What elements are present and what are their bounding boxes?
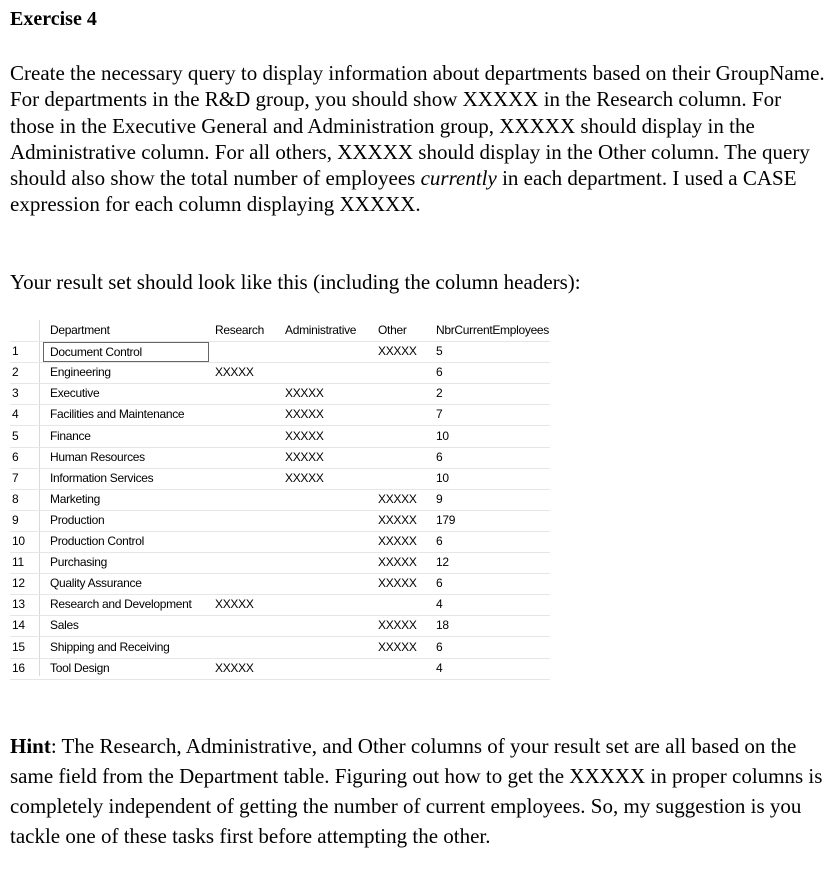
cell-nbr-current-employees[interactable]: 18 [436, 618, 449, 633]
row-number[interactable]: 5 [12, 428, 19, 443]
cell-department[interactable]: Engineering [50, 365, 111, 380]
row-number[interactable]: 8 [12, 491, 19, 506]
table-row[interactable] [10, 658, 550, 680]
instructions-emphasis: currently [420, 166, 497, 191]
cell-administrative[interactable]: XXXXX [285, 407, 324, 422]
cell-nbr-current-employees[interactable]: 5 [436, 344, 443, 359]
table-row[interactable] [10, 341, 550, 363]
cell-department[interactable]: Finance [50, 428, 91, 443]
row-number[interactable]: 16 [12, 660, 25, 675]
cell-administrative[interactable]: XXXXX [285, 386, 324, 401]
table-row[interactable] [10, 510, 550, 532]
cell-department[interactable]: Purchasing [50, 555, 108, 570]
cell-nbr-current-employees[interactable]: 179 [436, 512, 456, 527]
instructions-text: Create the necessary query to display information about departments based on their GroupName. For departments in the R&D group, you should show XXXXX in the Research column. For those in the Executive General and Administration group, XXXXX should display in the Administrative column. For all others, XXXXX should display in the Other column. The query should also show the total number of employees [10, 61, 825, 191]
cell-other[interactable]: XXXXX [378, 534, 417, 548]
instructions-paragraph [10, 60, 825, 218]
cell-nbr-current-employees[interactable]: 9 [436, 491, 443, 506]
cell-nbr-current-employees[interactable]: 6 [436, 365, 443, 380]
header-department[interactable]: Department [50, 323, 110, 337]
table-row[interactable] [10, 362, 550, 384]
row-number[interactable]: 2 [12, 365, 19, 380]
cell-department[interactable]: Research and Development [50, 597, 192, 612]
hint-text: : The Research, Administrative, and Other columns of your result set are all based on the same field from the Department table. Figuring out how to get the XXXXX in proper columns is completely independent of getting the number of current employees. So, my suggestion is you tackle one of these tasks first before attempting the other. [10, 734, 823, 848]
cell-department[interactable]: Sales [50, 618, 79, 633]
table-row[interactable] [10, 531, 550, 553]
cell-nbr-current-employees[interactable]: 4 [436, 597, 443, 612]
row-number[interactable]: 11 [12, 555, 24, 570]
cell-nbr-current-employees[interactable]: 6 [436, 576, 443, 591]
table-row[interactable] [10, 468, 550, 490]
row-number[interactable]: 14 [12, 618, 25, 633]
table-row[interactable] [10, 552, 550, 574]
instructions-text-end: in each department. I used a CASE expression for each column displaying XXXXX. [10, 166, 797, 217]
hint-label: Hint [10, 734, 51, 758]
header-research[interactable]: Research [215, 323, 264, 337]
cell-other[interactable]: XXXXX [378, 639, 417, 654]
cell-administrative[interactable]: XXXXX [285, 428, 324, 443]
cell-research[interactable]: XXXXX [215, 597, 254, 612]
header-nbr-current-employees[interactable]: NbrCurrentEmployees [436, 323, 550, 337]
row-number[interactable]: 15 [12, 639, 25, 654]
cell-other[interactable]: XXXXX [378, 555, 417, 570]
cell-other[interactable]: XXXXX [378, 576, 417, 591]
cell-nbr-current-employees[interactable]: 2 [436, 386, 443, 401]
table-row[interactable] [10, 404, 550, 426]
cell-department[interactable]: Tool Design [50, 660, 110, 675]
cell-administrative[interactable]: XXXXX [285, 449, 324, 464]
cell-department[interactable]: Executive [50, 386, 100, 401]
cell-nbr-current-employees[interactable]: 6 [436, 534, 443, 548]
header-other[interactable]: Other [378, 323, 407, 337]
header-row [10, 320, 550, 342]
cell-department[interactable]: Production Control [50, 534, 144, 548]
cell-department[interactable]: Human Resources [50, 449, 145, 464]
cell-department[interactable]: Production [50, 512, 105, 527]
cell-research[interactable]: XXXXX [215, 365, 254, 380]
cell-department[interactable]: Marketing [50, 491, 100, 506]
row-number[interactable]: 4 [12, 407, 19, 422]
cell-department[interactable]: Information Services [50, 470, 154, 485]
row-number[interactable]: 10 [12, 534, 25, 548]
cell-department[interactable]: Shipping and Receiving [50, 639, 170, 654]
table-row[interactable] [10, 573, 550, 595]
table-row[interactable] [10, 426, 550, 448]
cell-nbr-current-employees[interactable]: 7 [436, 407, 443, 422]
cell-nbr-current-employees[interactable]: 10 [436, 470, 449, 485]
hint-paragraph [10, 731, 825, 851]
cell-other[interactable]: XXXXX [378, 618, 417, 633]
cell-department[interactable]: Quality Assurance [50, 576, 142, 591]
cell-other[interactable]: XXXXX [378, 344, 417, 359]
cell-other[interactable]: XXXXX [378, 491, 417, 506]
table-row[interactable] [10, 383, 550, 405]
row-number[interactable]: 1 [12, 344, 19, 359]
result-set-lead: Your result set should look like this (including the column headers): [10, 270, 581, 294]
row-number[interactable]: 13 [12, 597, 25, 612]
cell-nbr-current-employees[interactable]: 6 [436, 449, 443, 464]
exercise-title: Exercise 4 [10, 8, 97, 30]
row-number[interactable]: 12 [12, 576, 25, 591]
cell-nbr-current-employees[interactable]: 12 [436, 555, 449, 570]
row-number[interactable]: 7 [12, 470, 19, 485]
table-row[interactable] [10, 594, 550, 616]
cell-other[interactable]: XXXXX [378, 512, 417, 527]
table-row[interactable] [10, 637, 550, 659]
row-number[interactable]: 3 [12, 386, 19, 401]
row-number[interactable]: 6 [12, 449, 19, 464]
cell-research[interactable]: XXXXX [215, 660, 254, 675]
cell-nbr-current-employees[interactable]: 4 [436, 660, 443, 675]
row-number[interactable]: 9 [12, 512, 19, 527]
cell-nbr-current-employees[interactable]: 10 [436, 428, 449, 443]
cell-department[interactable]: Document Control [43, 342, 209, 362]
cell-administrative[interactable]: XXXXX [285, 470, 324, 485]
table-row[interactable] [10, 615, 550, 637]
table-row[interactable] [10, 489, 550, 511]
cell-nbr-current-employees[interactable]: 6 [436, 639, 443, 654]
cell-department[interactable]: Facilities and Maintenance [50, 407, 185, 422]
table-row[interactable] [10, 447, 550, 469]
header-administrative[interactable]: Administrative [285, 323, 357, 337]
